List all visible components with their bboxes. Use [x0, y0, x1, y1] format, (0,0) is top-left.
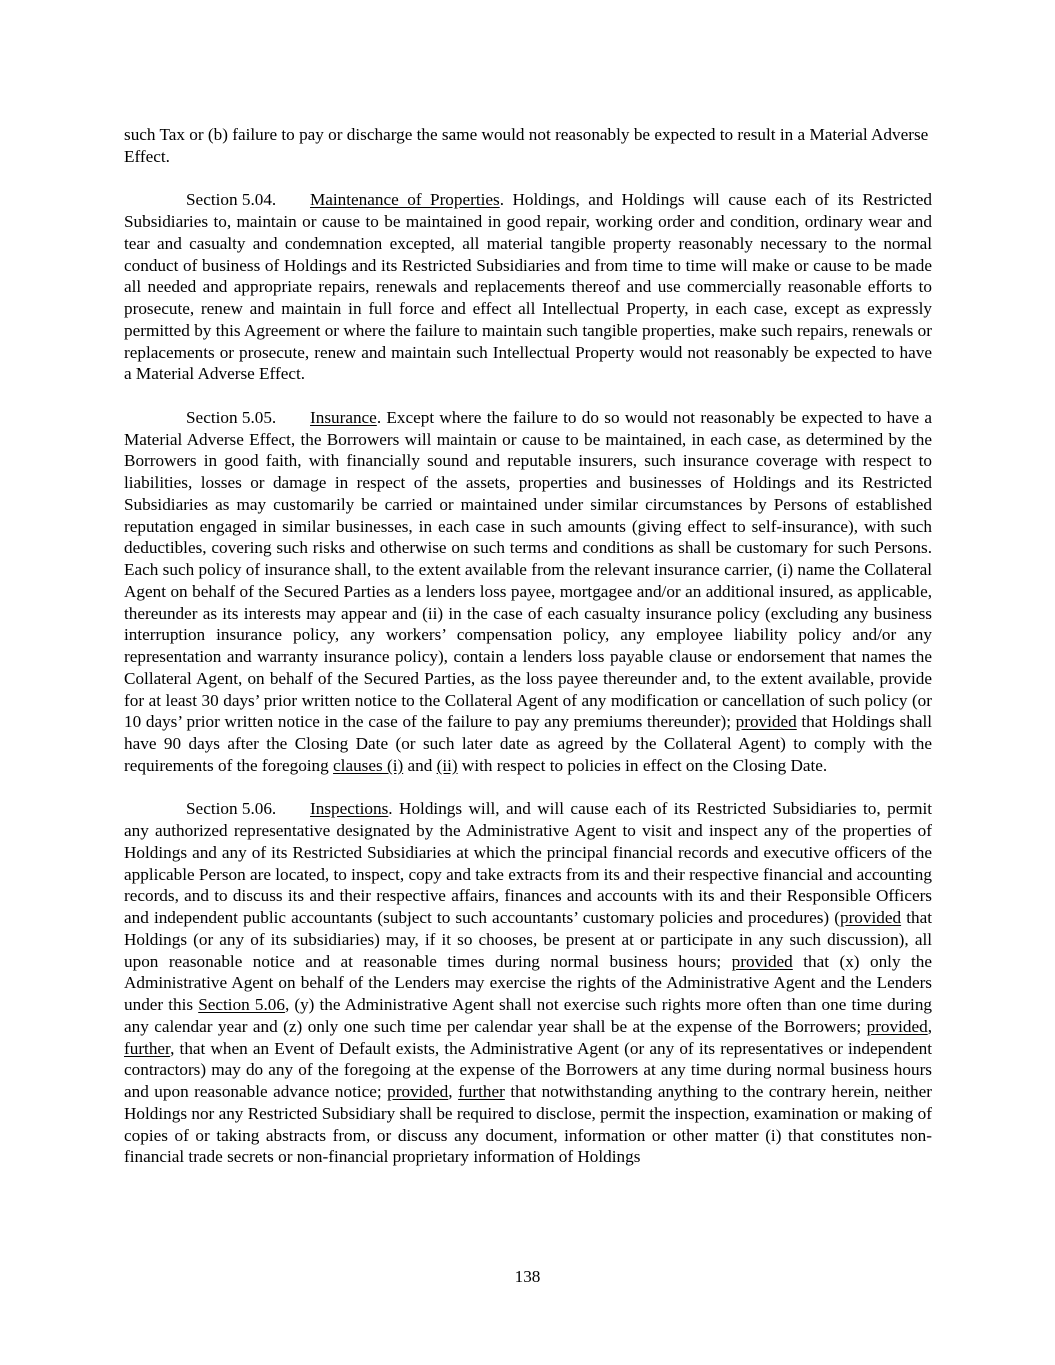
- body-text: that Holdings (or any of its subsidiaries) may, if it so chooses, be present at or participate in any such discussion), all upon reasonable notice and at reasonable times during normal business hours;: [124, 908, 932, 971]
- body-text: , that when an Event of Default exists, the Administrative Agent (or any of its representatives or independent contractors) may do any of the foregoing at the expense of the Borrowers at any time during normal business hours and upon reasonable advance notice;: [124, 1038, 932, 1101]
- body-text: and: [403, 755, 437, 775]
- intro-paragraph: [124, 124, 932, 168]
- section-number: Section 5.04.: [186, 190, 277, 210]
- underlined-term: further: [458, 1082, 505, 1101]
- body-text: that (x) only the Administrative Agent on behalf of the Lenders may exercise the rights of the Administrative Agent and the Lenders under this: [124, 951, 932, 1014]
- body-text: . Except where the failure to do so would not reasonably be expected to have a Material Adverse Effect, the Borrowers will maintain or cause to be maintained, in each case, as determined by the Borrowers in good faith, with financially sound and reputable insurers, such insurance coverage with respect to liabilities, losses or damage in respect of the assets, properties and businesses of Holdings and its Restricted Subsidiaries as may customarily be carried or maintained under similar circumstances by Persons of established reputation engaged in similar businesses, in each case in such amounts (giving effect to self-insurance), with such deductibles, covering such risks and otherwise on such terms and conditions as shall be customary for such Persons. Each such policy of insurance shall, to the extent available from the relevant insurance carrier, (i) name the Collateral Agent on behalf of the Secured Parties as a lenders loss payee, mortgagee and/or an additional insured, as applicable, thereunder as its interests may appear and (ii) in the case of each casualty insurance policy (excluding any business interruption insurance policy, any workers’ compensation policy, any employee liability policy and/or any representation and warranty insurance policy), contain a lenders loss payable clause or endorsement that names the Collateral Agent, on behalf of the Secured Parties, as the loss payee thereunder and, to the extent available, provide for at least 30 days’ prior written notice to the Collateral Agent of any modification or cancellation of such policy (or 10 days’ prior written notice in the case of the failure to pay any premiums thereunder);: [124, 407, 932, 732]
- section-5-05-paragraph: [124, 407, 932, 777]
- underlined-term: provided: [839, 908, 902, 927]
- section-title: Insurance: [310, 407, 377, 427]
- section-number: Section 5.06.: [186, 799, 277, 819]
- section-title: Maintenance of Properties: [310, 190, 500, 210]
- body-text: , (y) the Administrative Agent shall not exercise such rights more often than one time during any calendar year and (z) only one such time per calendar year shall be at the expense of the Borrowers;: [124, 995, 933, 1036]
- section-number: Section 5.05.: [186, 407, 277, 427]
- cross-reference: (ii): [436, 755, 458, 775]
- underlined-term: provided: [866, 1016, 928, 1036]
- body-text: ,: [448, 1082, 459, 1101]
- underlined-term: provided: [387, 1082, 449, 1101]
- body-text: that notwithstanding anything to the contrary herein, neither Holdings nor any Restricted Subsidiary shall be required to disclose, permit the inspection, examination or making of copies of or taking abstracts from, or discuss any document, information or other matter (i) that constitutes non-financial trade secrets or non-financial proprietary information of Holdings: [124, 1082, 932, 1167]
- section-5-04-paragraph: [124, 189, 932, 385]
- cross-reference: clauses (i): [333, 755, 404, 775]
- underlined-term: further: [124, 1038, 171, 1058]
- document-page: [124, 124, 932, 1190]
- page-number: 138: [514, 1267, 541, 1286]
- section-5-06-paragraph: [124, 798, 932, 1168]
- cross-reference: Section 5.06: [198, 995, 285, 1014]
- intro-text: such Tax or (b) failure to pay or discharge the same would not reasonably be expected to result in a Material Adverse Effect.: [124, 125, 929, 166]
- body-text: ,: [927, 1016, 932, 1036]
- underlined-term: provided: [735, 712, 797, 732]
- body-text: that Holdings shall have 90 days after the Closing Date (or such later date as agreed by the Collateral Agent) to comply with the requirements of the foregoing: [124, 712, 932, 775]
- section-title: Inspections: [310, 799, 389, 819]
- body-text: with respect to policies in effect on the Closing Date.: [457, 755, 828, 775]
- section-body: . Holdings, and Holdings will cause each of its Restricted Subsidiaries to, maintain or cause to be maintained in good repair, working order and condition, ordinary wear and tear and casualty and condemnation excepted, all material tangible property reasonably necessary to the normal conduct of business of Holdings and its Restricted Subsidiaries and from time to time will make or cause to be made all needed and appropriate repairs, renewals and replacements thereof and use commercially reasonable efforts to prosecute, renew and maintain in full force and effect all Intellectual Property, in each case, except as expressly permitted by this Agreement or where the failure to maintain such tangible properties, make such repairs, renewals or replacements or prosecute, renew and maintain such Intellectual Property would not reasonably be expected to have a Material Adverse Effect.: [124, 190, 932, 384]
- body-text: . Holdings will, and will cause each of its Restricted Subsidiaries to, permit any authorized representative designated by the Administrative Agent to visit and inspect any of the properties of Holdings and any of its Restricted Subsidiaries at which the principal financial records and executive officers of the applicable Person are located, to inspect, copy and take extracts from its and their respective financial and accounting records, and to discuss its and their respective affairs, finances and accounts with its and their Responsible Officers and independent public accountants (subject to such accountants’ customary policies and procedures) (: [124, 799, 932, 927]
- underlined-term: provided: [731, 951, 793, 971]
